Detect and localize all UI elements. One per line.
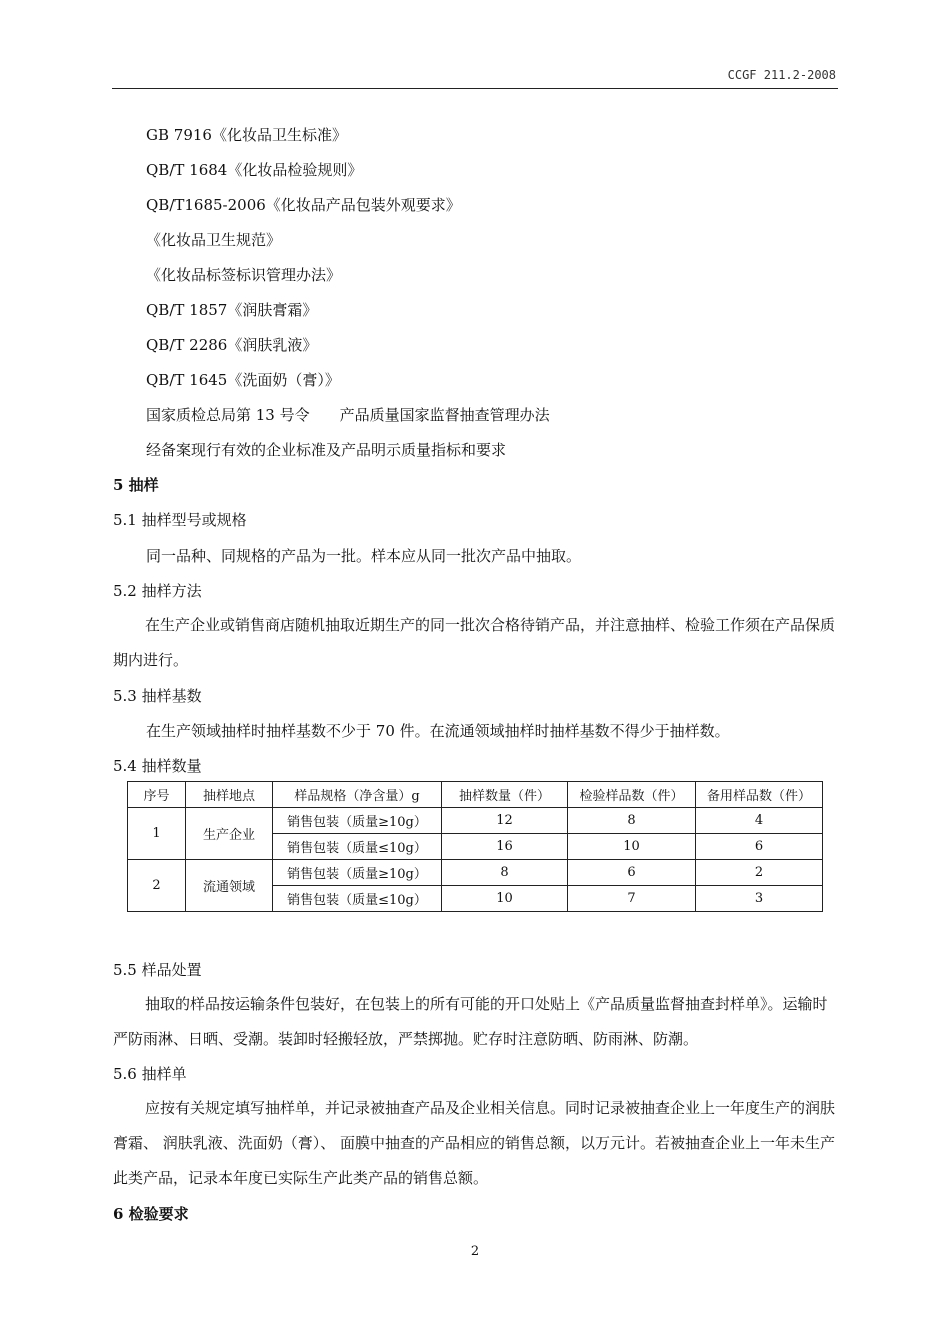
spare-qty: 6 [696, 834, 823, 860]
section-5-heading: 5 抽样 [113, 476, 159, 494]
sample-qty: 8 [442, 860, 568, 886]
section-5-1-text: 同一品种、同规格的产品为一批。样本应从同一批次产品中抽取。 [146, 547, 582, 565]
header-cell: 备用样品数（件） [696, 782, 823, 808]
sample-spec: 销售包装（质量≤10g） [273, 834, 442, 860]
reference-item: 《化妆品标签标识管理办法》 [146, 266, 342, 284]
section-5-3-heading: 5.3 抽样基数 [113, 687, 202, 705]
test-qty: 7 [568, 886, 696, 912]
section-5-2-heading: 5.2 抽样方法 [113, 582, 202, 600]
sampling-place: 生产企业 [186, 808, 273, 860]
test-qty: 6 [568, 860, 696, 886]
reference-item: 《化妆品卫生规范》 [146, 231, 282, 249]
page-header [112, 66, 838, 89]
table-row [128, 860, 823, 886]
reference-item: QB/T 1684《化妆品检验规则》 [146, 161, 363, 179]
sampling-table [127, 781, 823, 912]
reference-item: QB/T 1645《洗面奶（膏）》 [146, 371, 340, 389]
sampling-place: 流通领域 [186, 860, 273, 912]
section-5-4-heading: 5.4 抽样数量 [113, 757, 202, 775]
doc-code: CCGF 211.2-2008 [727, 68, 836, 82]
spare-qty: 3 [696, 886, 823, 912]
page-number: 2 [470, 1244, 480, 1259]
sample-spec: 销售包装（质量≥10g） [273, 808, 442, 834]
spare-qty: 4 [696, 808, 823, 834]
header-cell: 抽样数量（件） [442, 782, 568, 808]
header-cell: 序号 [128, 782, 186, 808]
row-number: 2 [128, 860, 186, 912]
section-5-6-text: 应按有关规定填写抽样单，并记录被抽查产品及企业相关信息。同时记录被抽查企业上一年度生产的润肤膏霜、 润肤乳液、洗面奶（膏）、 面膜中抽查的产品相应的销售总额，以万元计。若被抽查企业上一年未生产此类产品，记录本年度已实际生产此类产品的销售总额。 [113, 1099, 836, 1187]
header-cell: 样品规格（净含量）g [273, 782, 442, 808]
test-qty: 8 [568, 808, 696, 834]
reference-item: QB/T 2286《润肤乳液》 [146, 336, 318, 354]
section-5-1-heading: 5.1 抽样型号或规格 [113, 511, 247, 529]
table-header-row [128, 782, 823, 808]
reference-item: QB/T 1857《润肤膏霜》 [146, 301, 318, 319]
sample-spec: 销售包装（质量≤10g） [273, 886, 442, 912]
test-qty: 10 [568, 834, 696, 860]
reference-item: QB/T1685-2006《化妆品产品包装外观要求》 [146, 196, 461, 214]
section-5-3-text: 在生产领域抽样时抽样基数不少于 70 件。在流通领域抽样时抽样基数不得少于抽样数。 [146, 722, 730, 740]
sample-qty: 12 [442, 808, 568, 834]
sample-qty: 16 [442, 834, 568, 860]
sample-qty: 10 [442, 886, 568, 912]
row-number: 1 [128, 808, 186, 860]
header-cell: 抽样地点 [186, 782, 273, 808]
section-5-6-heading: 5.6 抽样单 [113, 1065, 187, 1083]
reference-item: GB 7916《化妆品卫生标准》 [146, 126, 347, 144]
table-row [128, 808, 823, 834]
header-cell: 检验样品数（件） [568, 782, 696, 808]
reference-item: 经备案现行有效的企业标准及产品明示质量指标和要求 [146, 441, 507, 459]
section-6-heading: 6 检验要求 [113, 1205, 189, 1223]
section-5-5-heading: 5.5 样品处置 [113, 961, 202, 979]
section-5-2-text: 在生产企业或销售商店随机抽取近期生产的同一批次合格待销产品，并注意抽样、检验工作须在产品保质期内进行。 [113, 616, 836, 669]
section-5-5-text: 抽取的样品按运输条件包装好，在包装上的所有可能的开口处贴上《产品质量监督抽查封样单》。运输时严防雨淋、日晒、受潮。装卸时轻搬轻放，严禁掷抛。贮存时注意防晒、防雨淋、防潮。 [113, 995, 828, 1048]
reference-item: 国家质检总局第 13 号令 产品质量国家监督抽查管理办法 [146, 406, 550, 424]
sample-spec: 销售包装（质量≥10g） [273, 860, 442, 886]
spare-qty: 2 [696, 860, 823, 886]
